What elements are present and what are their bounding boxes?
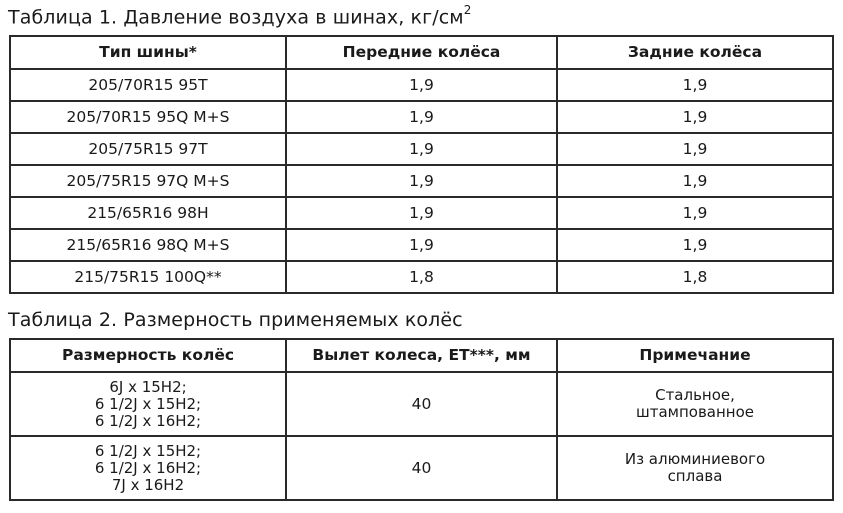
table-row	[10, 133, 833, 165]
table2-caption: Таблица 2. Размерность применяемых колёс	[8, 309, 463, 331]
header-wheel-size: Размерность колёс	[10, 339, 286, 372]
rear-pressure-cell: 1,8	[557, 261, 833, 293]
front-pressure-cell: 1,9	[286, 229, 557, 261]
header-front-wheels: Передние колёса	[286, 36, 557, 69]
front-pressure-cell: 1,9	[286, 69, 557, 101]
table-row	[10, 69, 833, 101]
tire-type-cell: 215/65R16 98Q M+S	[10, 229, 286, 261]
table-row	[10, 261, 833, 293]
table1-caption-text: Таблица 1. Давление воздуха в шинах, кг/см	[8, 6, 464, 29]
wheel-size-line: 6 1/2J x 15H2;	[94, 441, 202, 460]
tire-type-cell: 205/70R15 95Q M+S	[10, 101, 286, 133]
wheel-size-cell	[10, 372, 286, 436]
wheel-offset-cell: 40	[286, 436, 557, 500]
note-line: сплава	[667, 467, 723, 485]
tire-type-cell: 215/65R16 98H	[10, 197, 286, 229]
header-wheel-offset: Вылет колеса, ET***, мм	[286, 339, 557, 372]
tire-pressure-table	[9, 35, 834, 294]
header-rear-wheels: Задние колёса	[557, 36, 833, 69]
table1-caption-superscript: 2	[463, 3, 472, 17]
table-header-row	[10, 339, 833, 372]
front-pressure-cell: 1,8	[286, 261, 557, 293]
wheel-size-line: 7J x 16H2	[111, 475, 185, 494]
rear-pressure-cell: 1,9	[557, 229, 833, 261]
table-row	[10, 165, 833, 197]
tire-type-cell: 205/75R15 97T	[10, 133, 286, 165]
table-row	[10, 197, 833, 229]
front-pressure-cell: 1,9	[286, 101, 557, 133]
tire-type-cell: 205/75R15 97Q M+S	[10, 165, 286, 197]
wheel-size-line: 6 1/2J x 16H2;	[94, 411, 202, 430]
table-header-row	[10, 36, 833, 69]
wheel-offset-cell: 40	[286, 372, 557, 436]
note-line: штампованное	[635, 403, 754, 421]
rear-pressure-cell: 1,9	[557, 69, 833, 101]
header-note: Примечание	[557, 339, 833, 372]
wheel-size-line: 6 1/2J x 16H2;	[94, 458, 202, 477]
note-cell	[557, 372, 833, 436]
note-line: Из алюминиевого	[624, 450, 766, 468]
tire-type-cell: 205/70R15 95T	[10, 69, 286, 101]
table-row	[10, 372, 833, 436]
wheel-size-cell	[10, 436, 286, 500]
rear-pressure-cell: 1,9	[557, 101, 833, 133]
front-pressure-cell: 1,9	[286, 197, 557, 229]
table-row	[10, 436, 833, 500]
header-tire-type: Тип шины*	[10, 36, 286, 69]
front-pressure-cell: 1,9	[286, 165, 557, 197]
rear-pressure-cell: 1,9	[557, 165, 833, 197]
rear-pressure-cell: 1,9	[557, 133, 833, 165]
table-row	[10, 101, 833, 133]
wheel-size-table	[9, 338, 834, 501]
note-line: Стальное,	[655, 386, 735, 404]
note-cell	[557, 436, 833, 500]
rear-pressure-cell: 1,9	[557, 197, 833, 229]
table1-caption	[8, 5, 471, 28]
wheel-size-line: 6 1/2J x 15H2;	[94, 394, 202, 413]
table-row	[10, 229, 833, 261]
wheel-size-line: 6J x 15H2;	[109, 377, 187, 396]
front-pressure-cell: 1,9	[286, 133, 557, 165]
tire-type-cell: 215/75R15 100Q**	[10, 261, 286, 293]
